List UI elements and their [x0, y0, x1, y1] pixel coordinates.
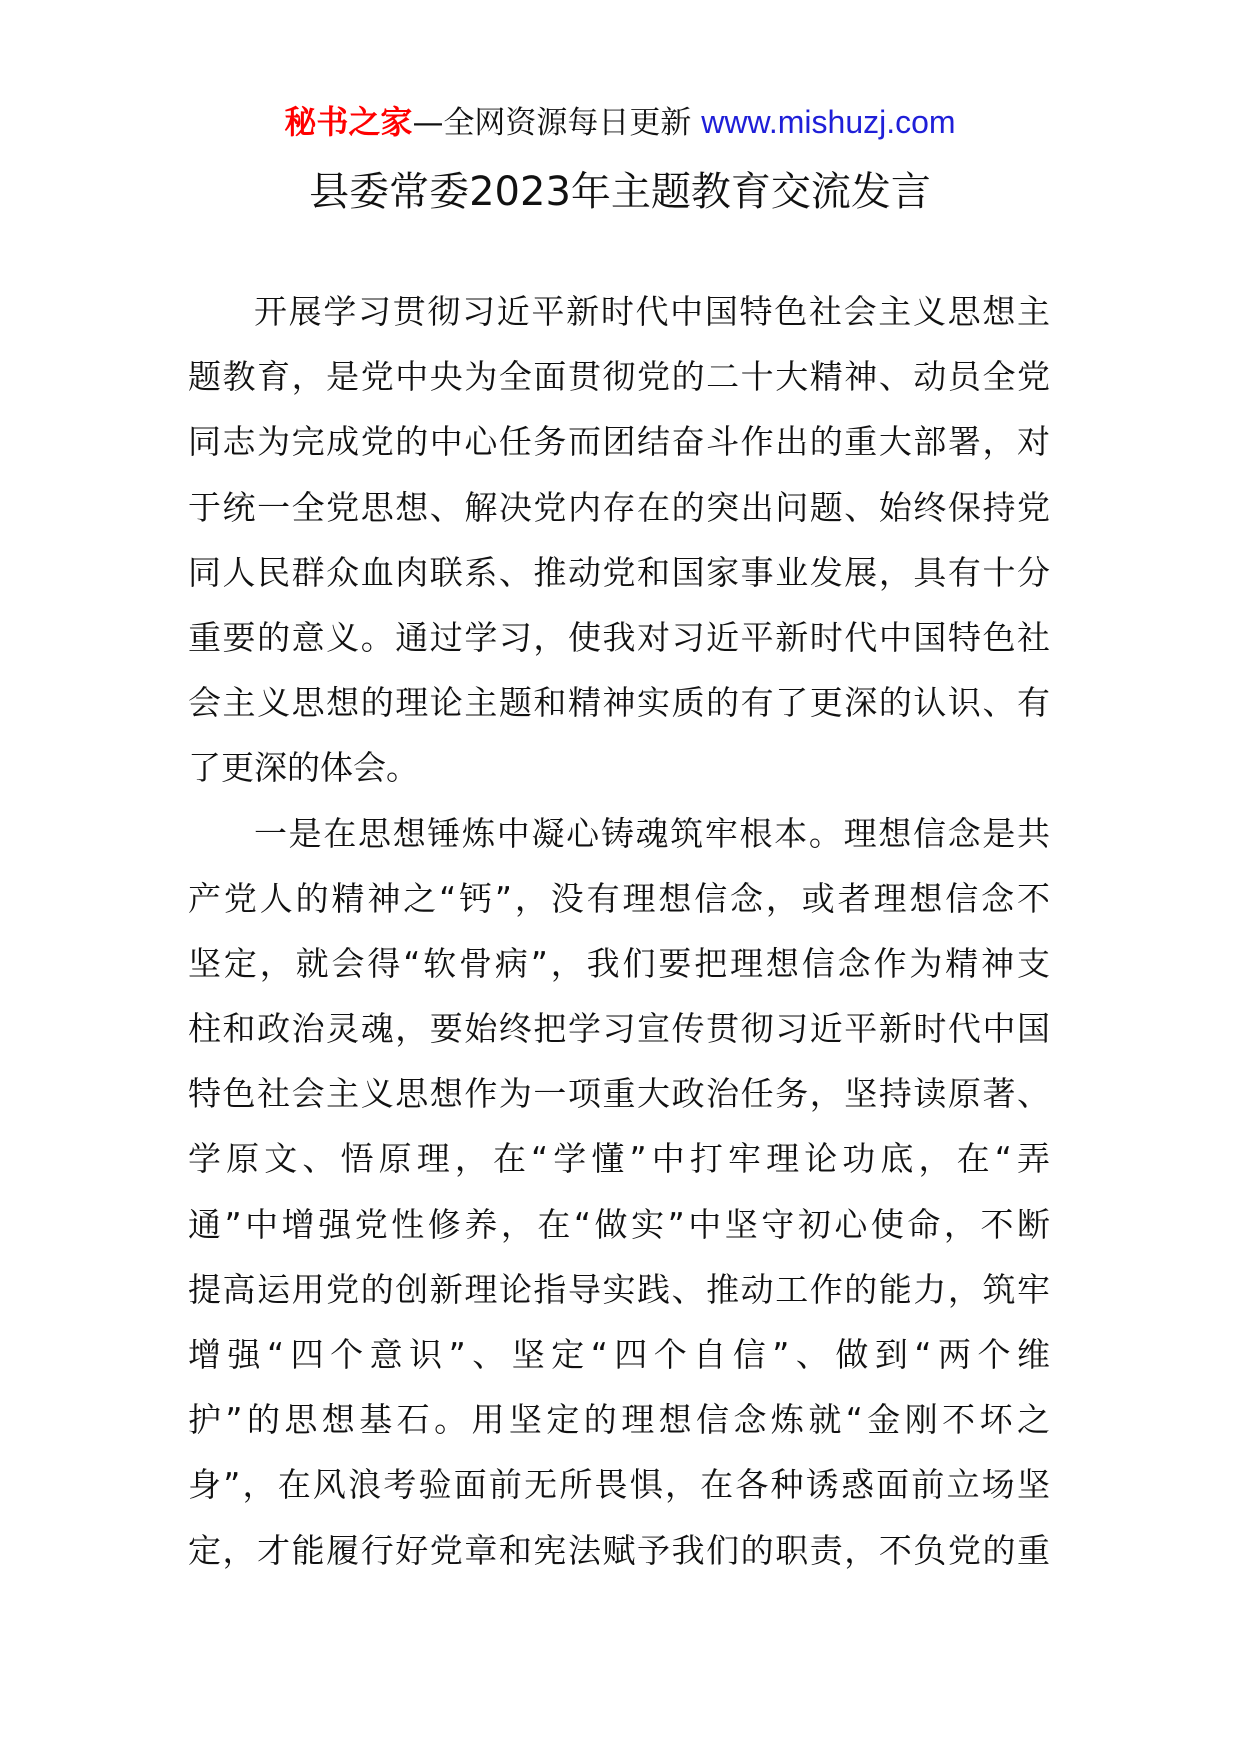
- paragraph-1-line: 同志为完成党的中心任务而团结奋斗作出的重大部署，对: [188, 422, 1050, 462]
- paragraph-2-line: 坚定，就会得“软骨病”，我们要把理想信念作为精神支: [188, 943, 1050, 983]
- paragraph-2-line: 学原文、悟原理，在“学懂”中打牢理论功底，在“弄: [188, 1139, 1050, 1179]
- site-url-link[interactable]: www.mishuzj.com: [701, 104, 956, 140]
- site-brand: 秘书之家: [284, 103, 413, 141]
- paragraph-2-line: 产党人的精神之“钙”，没有理想信念，或者理想信念不: [188, 878, 1050, 918]
- site-tagline: —全网资源每日更新: [412, 105, 692, 141]
- site-banner: [0, 100, 1240, 145]
- paragraph-1-line: 于统一全党思想、解决党内存在的突出问题、始终保持党: [188, 487, 1050, 527]
- document-title: 县委常委2023年主题教育交流发言: [309, 169, 931, 215]
- paragraph-1-line: 会主义思想的理论主题和精神实质的有了更深的认识、有: [188, 683, 1050, 723]
- document-body: [188, 292, 1050, 1596]
- paragraph-1-line: 重要的意义。通过学习，使我对习近平新时代中国特色社: [188, 617, 1050, 657]
- paragraph-2-line: 身”，在风浪考验面前无所畏惧，在各种诱惑面前立场坚: [188, 1465, 1050, 1505]
- paragraph-2-line: 增强“四个意识”、坚定“四个自信”、做到“两个维: [188, 1335, 1050, 1374]
- paragraph-2-line: 特色社会主义思想作为一项重大政治任务，坚持读原著、: [188, 1074, 1050, 1114]
- paragraph-2-line: 护”的思想基石。用坚定的理想信念炼就“金刚不坏之: [188, 1400, 1050, 1440]
- paragraph-2-line: 柱和政治灵魂，要始终把学习宣传贯彻习近平新时代中国: [188, 1009, 1050, 1049]
- paragraph-1-line: 题教育，是党中央为全面贯彻党的二十大精神、动员全党: [188, 357, 1050, 397]
- paragraph-2-line: 一是在思想锤炼中凝心铸魂筑牢根本。理想信念是共: [254, 813, 1050, 853]
- paragraph-2-line: 提高运用党的创新理论指导实践、推动工作的能力，筑牢: [188, 1269, 1050, 1309]
- paragraph-2-line: 通”中增强党性修养，在“做实”中坚守初心使命，不断: [188, 1204, 1050, 1244]
- paragraph-1-line: 开展学习贯彻习近平新时代中国特色社会主义思想主: [254, 292, 1050, 331]
- paragraph-2-line: 定，才能履行好党章和宪法赋予我们的职责，不负党的重: [188, 1530, 1050, 1570]
- paragraph-1-line: 了更深的体会。: [188, 748, 419, 788]
- paragraph-1-line: 同人民群众血肉联系、推动党和国家事业发展，具有十分: [188, 552, 1050, 592]
